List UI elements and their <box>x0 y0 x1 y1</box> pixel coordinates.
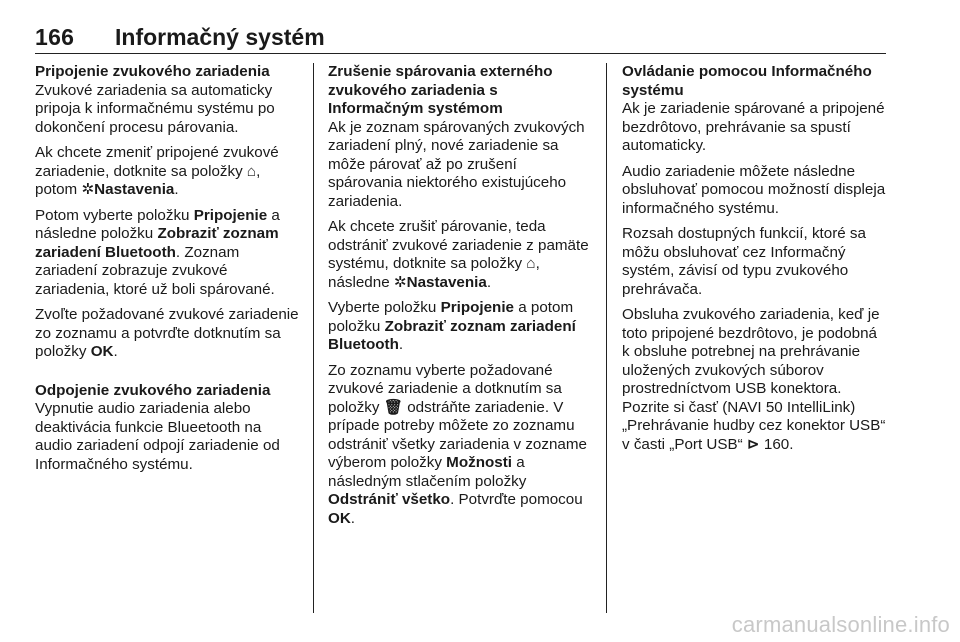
menu-label: Zobraziť zoznam zariadení Bluetooth <box>35 225 279 261</box>
text: , následne <box>328 255 540 291</box>
menu-label: Pripojenie <box>440 299 515 316</box>
page-header <box>35 23 886 54</box>
menu-label: Možnosti <box>446 454 512 471</box>
paragraph <box>35 207 301 300</box>
watermark: carmanualsonline.info <box>731 612 950 637</box>
section-heading: Ovládanie pomocou Informačného systému <box>622 63 872 99</box>
page-title: Informačný systém <box>115 24 325 50</box>
menu-label: OK <box>328 509 351 527</box>
paragraph: Ak je zoznam spárovaných zvukových zariadení plný, nové zariadenie sa môže párovať až po zrušení spárovania niektorého existujúceho zariadenia. <box>328 118 585 210</box>
section-heading: Pripojenie zvukového zariadenia <box>35 63 270 80</box>
paragraph: Audio zariadenie môžete následne obsluhovať pomocou možností displeja informačného systému. <box>622 162 886 217</box>
settings-icon: ✲ <box>81 181 95 198</box>
paragraph <box>328 218 594 292</box>
paragraph <box>35 144 301 200</box>
text: . <box>174 181 179 198</box>
text: . <box>113 343 118 360</box>
text: a následne položku <box>35 206 280 242</box>
menu-label: Pripojenie <box>193 206 268 224</box>
text: Obsluha zvukového zariadenia, keď je toto pripojené bezdrôtovo, je podobná k obsluhe potrebnej na prehrávanie uložených zvukových súborov prostredníctvom USB konektora. Pozrite si časť (NAVI 50 IntelliLink) „Prehrávanie hudby cez konektor USB“ v časti „Port USB“ <box>622 306 886 453</box>
text: . <box>486 273 492 291</box>
paragraph: Zvukové zariadenia sa automaticky pripoja k informačnému systému po dokončení procesu párovania. <box>35 81 275 136</box>
text: a následným stlačením položky <box>328 454 527 490</box>
text: . <box>398 336 404 353</box>
menu-label: Zobraziť zoznam zariadení Bluetooth <box>328 317 576 353</box>
text: Zo zoznamu vyberte požadované zvukové zariadenie a dotknutím sa položky <box>328 361 562 416</box>
paragraph <box>35 306 301 362</box>
text: . Zoznam zariadení zobrazuje zvukové zariadenia, ktoré už boli spárované. <box>35 243 275 298</box>
settings-icon: ✲ <box>393 273 407 291</box>
section-heading: Odpojenie zvukového zariadenia <box>35 381 271 399</box>
paragraph <box>622 306 888 454</box>
column-1 <box>35 63 301 481</box>
paragraph <box>328 299 594 355</box>
text: odstráňte zariadenie. V prípade potreby môžete zo zoznamu odstrániť všetky zariadenia v zozname výberom položky <box>328 398 587 471</box>
paragraph: Vypnutie audio zariadenia alebo deaktivácia funkcie Blueetooth na audio zariadení odpojí zariadenie od Informačného systému. <box>35 400 280 473</box>
text: Ak chcete zrušiť párovanie, teda odstrániť zvukové zariadenie z pamäte systému, dotknite sa položky <box>328 218 589 272</box>
text: , potom <box>35 162 261 198</box>
column-divider <box>313 63 314 613</box>
text: Potom vyberte položku <box>35 206 194 224</box>
menu-label: Nastavenia <box>406 273 487 291</box>
spacer <box>35 369 301 382</box>
page-reference-arrow-icon: ⊳ <box>746 435 760 453</box>
paragraph: Rozsah dostupných funkcií, ktoré sa môžu obsluhovať cez Informačný systém, závisí od typu zvukového prehrávača. <box>622 225 866 298</box>
column-divider <box>606 63 607 613</box>
menu-label: OK <box>90 343 114 360</box>
home-icon: ⌂ <box>246 162 257 180</box>
text: Vyberte položku <box>328 299 441 316</box>
page-number: 166 <box>35 24 75 50</box>
paragraph: Ak je zariadenie spárované a pripojené bezdrôtovo, prehrávanie sa spustí automaticky. <box>622 100 885 154</box>
paragraph <box>328 362 594 529</box>
text: . <box>789 435 794 453</box>
text: . <box>350 509 356 527</box>
page-reference-link[interactable]: 160 <box>763 435 790 453</box>
menu-label: Odstrániť všetko <box>328 491 451 508</box>
text: a potom položku <box>328 299 574 335</box>
column-2 <box>328 63 594 535</box>
section-heading: Zrušenie spárovania externého zvukového zariadenia s Informačným systémom <box>328 63 553 117</box>
text: Zvoľte požadované zvukové zariadenie zo zoznamu a potvrďte dotknutím sa položky <box>35 306 299 360</box>
trash-icon: 🗑 <box>383 398 403 416</box>
text: Ak chcete zmeniť pripojené zvukové zariadenie, dotknite sa položky <box>35 144 279 180</box>
home-icon: ⌂ <box>526 255 536 272</box>
text: . Potvrďte pomocou <box>450 491 583 508</box>
menu-label: Nastavenia <box>94 181 175 198</box>
column-3 <box>622 63 888 461</box>
